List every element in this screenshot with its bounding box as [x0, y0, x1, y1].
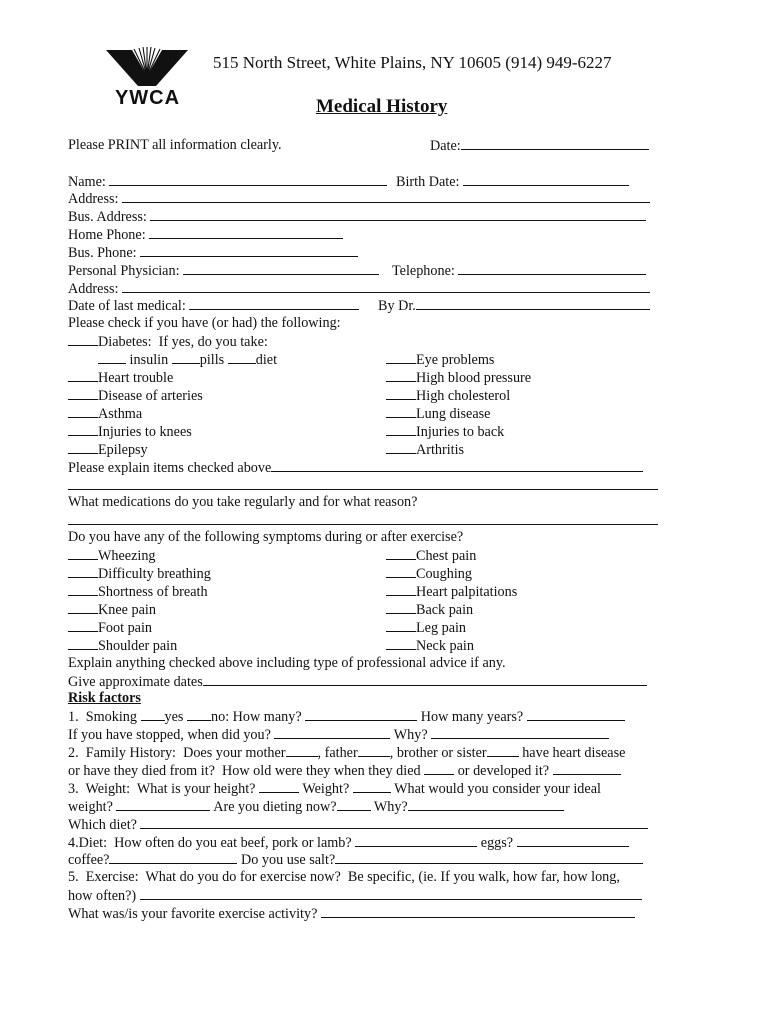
medications-question: What medications do you take regularly and for what reason? [68, 494, 418, 510]
bus-phone-field[interactable]: Bus. Phone: [68, 243, 358, 262]
diet-question[interactable]: 4.Diet: How often do you eat beef, pork or lamb? eggs? [68, 833, 629, 852]
symptom-check[interactable]: Chest pain [386, 546, 476, 565]
physician-address-field[interactable]: Address: [68, 279, 650, 298]
ywca-logo [100, 46, 195, 108]
family-history-question[interactable]: 2. Family History: Does your mother , father , brother or sister have heart disease [68, 745, 626, 761]
ywca-logo-icon [100, 46, 195, 90]
condition-check[interactable]: Epilepsy [68, 440, 148, 459]
address-field[interactable]: Address: [68, 189, 650, 208]
diabetes-treatment-checks[interactable]: insulin pills diet [98, 350, 277, 369]
smoking-question[interactable]: 1. Smoking yes no: How many? How many years? [68, 707, 625, 726]
symptom-check[interactable]: Foot pain [68, 618, 152, 637]
family-history-followup[interactable]: or have they died from it? How old were they when they died or developed it? [68, 761, 621, 780]
symptom-check[interactable]: Shortness of breath [68, 582, 208, 601]
symptoms-explain: Explain anything checked above including type of professional advice if any. [68, 655, 506, 671]
which-diet-field[interactable]: Which diet? [68, 815, 648, 834]
symptom-check[interactable]: Knee pain [68, 600, 156, 619]
physician-field[interactable]: Personal Physician: [68, 261, 379, 280]
date-field[interactable]: Date: [430, 136, 649, 155]
condition-check[interactable]: Injuries to knees [68, 422, 192, 441]
how-often-field[interactable]: how often?) [68, 886, 642, 905]
name-field[interactable]: Name: [68, 172, 387, 191]
condition-check[interactable]: Lung disease [386, 404, 490, 423]
symptom-check[interactable]: Back pain [386, 600, 473, 619]
symptom-check[interactable]: Shoulder pain [68, 636, 177, 655]
last-medical-field[interactable]: Date of last medical: [68, 296, 359, 315]
instructions: Please PRINT all information clearly. [68, 137, 282, 153]
condition-check[interactable]: Injuries to back [386, 422, 504, 441]
condition-check[interactable]: Arthritis [386, 440, 464, 459]
symptom-check[interactable]: Wheezing [68, 546, 156, 565]
favorite-exercise-field[interactable]: What was/is your favorite exercise activity? [68, 904, 635, 923]
organization-address: 515 North Street, White Plains, NY 10605 (914) 949-6227 [213, 53, 612, 72]
condition-check[interactable]: Asthma [68, 404, 142, 423]
explain-conditions-field[interactable]: Please explain items checked above [68, 458, 643, 477]
coffee-salt-question[interactable]: coffee? Do you use salt? [68, 850, 643, 869]
weight-followup[interactable]: weight? Are you dieting now? Why? [68, 797, 564, 816]
symptom-check[interactable]: Heart palpitations [386, 582, 517, 601]
condition-check[interactable]: High blood pressure [386, 368, 531, 387]
condition-check[interactable]: Heart trouble [68, 368, 173, 387]
conditions-heading: Please check if you have (or had) the following: [68, 315, 341, 331]
symptom-check[interactable]: Leg pain [386, 618, 466, 637]
home-phone-field[interactable]: Home Phone: [68, 225, 343, 244]
symptom-check[interactable]: Neck pain [386, 636, 474, 655]
weight-question[interactable]: 3. Weight: What is your height? Weight? What would you consider your ideal [68, 781, 601, 797]
condition-check[interactable]: Disease of arteries [68, 386, 203, 405]
symptoms-heading: Do you have any of the following symptoms during or after exercise? [68, 529, 464, 545]
exercise-question: 5. Exercise: What do you do for exercise now? Be specific, (ie. If you walk, how far, how long, [68, 869, 620, 885]
logo-text: YWCA [114, 87, 181, 109]
symptom-check[interactable]: Coughing [386, 564, 472, 583]
page-title: Medical History [316, 96, 448, 117]
diabetes-check[interactable]: Diabetes: If yes, do you take: [68, 332, 268, 351]
bus-address-field[interactable]: Bus. Address: [68, 207, 646, 226]
birth-date-field[interactable]: Birth Date: [396, 172, 629, 191]
condition-check[interactable]: Eye problems [386, 350, 494, 369]
stopped-smoking-question[interactable]: If you have stopped, when did you? Why? [68, 725, 609, 744]
approximate-dates-field[interactable]: Give approximate dates [68, 672, 647, 691]
risk-factors-heading: Risk factors [68, 690, 141, 706]
telephone-field[interactable]: Telephone: [392, 261, 646, 280]
symptom-check[interactable]: Difficulty breathing [68, 564, 211, 583]
by-dr-field[interactable]: By Dr. [378, 296, 650, 315]
condition-check[interactable]: High cholesterol [386, 386, 510, 405]
